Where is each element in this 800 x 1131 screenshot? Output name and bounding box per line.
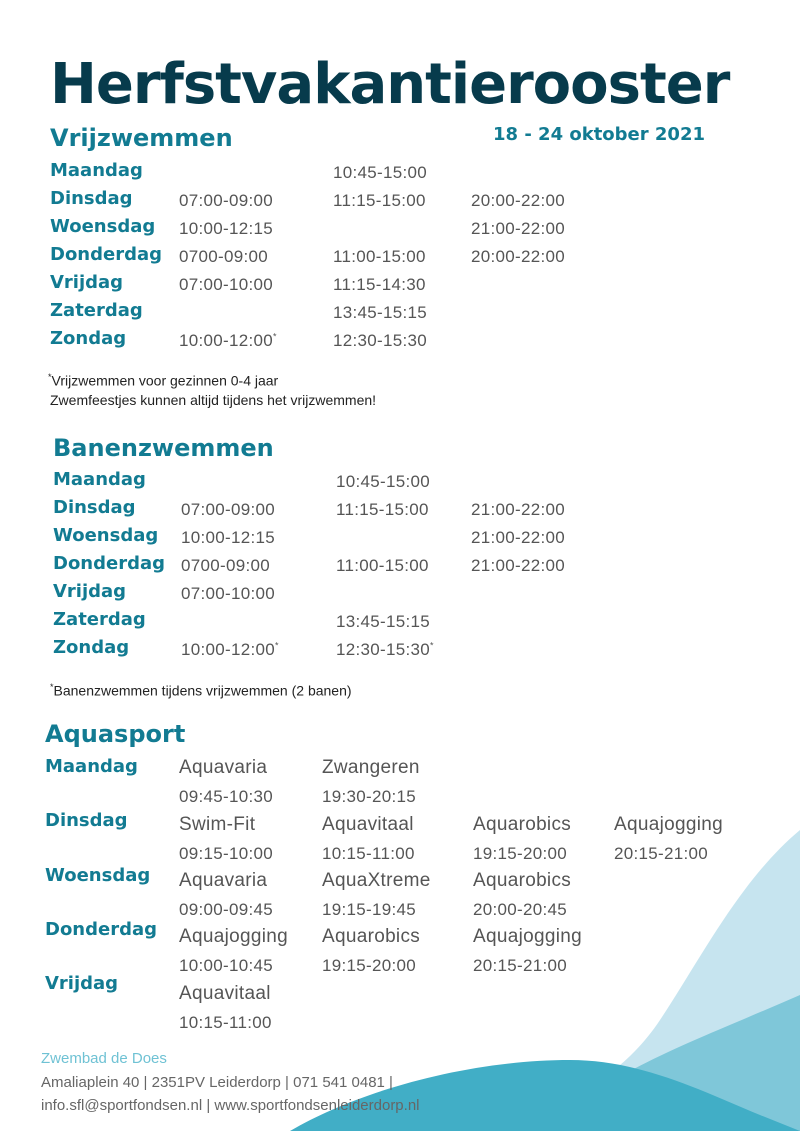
time-slot: 11:15-15:00 [336, 500, 429, 519]
class-time: 09:00-09:45 [179, 900, 274, 919]
time-asterisk: * [275, 640, 279, 651]
day-label: Donderdag [50, 244, 163, 265]
day-label: Maandag [50, 160, 143, 181]
day-label: Vrijdag [50, 272, 124, 293]
vrijzwemmen-note-1 [48, 372, 278, 389]
time-slot: 10:45-15:00 [336, 472, 431, 491]
class-name: Swim-Fit [179, 814, 256, 835]
banenzwemmen-heading: Banenzwemmen [53, 434, 274, 462]
footer-name: Zwembad de Does [41, 1050, 167, 1067]
aquasport-heading: Aquasport [45, 720, 186, 748]
time-slot: 20:00-22:00 [471, 247, 566, 266]
time-slot: 11:15-15:00 [333, 191, 426, 210]
class-name: Aquavitaal [179, 983, 271, 1004]
time-slot: 10:00-12:15 [181, 528, 276, 547]
class-time: 19:15-19:45 [322, 900, 417, 919]
class-time: 20:15-21:00 [473, 956, 568, 975]
time-slot: 21:00-22:00 [471, 556, 566, 575]
note-asterisk: * [48, 372, 52, 382]
class-name: Aquarobics [473, 870, 572, 891]
time-slot: 21:00-22:00 [471, 219, 566, 238]
time-slot: 20:00-22:00 [471, 191, 566, 210]
date-range: 18 - 24 oktober 2021 [493, 124, 706, 145]
day-label: Maandag [53, 469, 146, 490]
time-slot: 12:30-15:30 [333, 331, 428, 350]
day-label: Woensdag [50, 216, 156, 237]
time-slot: 07:00-09:00 [179, 191, 274, 210]
time-text: 12:30-15:30 [336, 640, 431, 659]
time-slot: 10:45-15:00 [333, 163, 428, 182]
time-asterisk: * [430, 640, 434, 651]
day-label: Maandag [45, 756, 138, 777]
class-time: 10:15-11:00 [322, 844, 415, 863]
class-time: 19:15-20:00 [473, 844, 568, 863]
class-name: Aquavaria [179, 757, 268, 778]
footer-address: Amaliaplein 40 | 2351PV Leiderdorp | 071 541 0481 | [41, 1074, 393, 1091]
time-slot: 07:00-10:00 [179, 275, 274, 294]
day-label: Woensdag [45, 865, 151, 886]
note-asterisk: * [50, 682, 54, 692]
time-slot: 07:00-09:00 [181, 500, 276, 519]
time-slot: 13:45-15:15 [333, 303, 428, 322]
class-name: Aquavitaal [322, 814, 414, 835]
class-time: 09:15-10:00 [179, 844, 274, 863]
time-slot [179, 331, 277, 351]
class-time: 09:45-10:30 [179, 787, 274, 806]
class-name: Aquavaria [179, 870, 268, 891]
day-label: Dinsdag [45, 810, 128, 831]
day-label: Vrijdag [45, 973, 119, 994]
vrijzwemmen-heading: Vrijzwemmen [50, 124, 233, 152]
time-asterisk: * [273, 331, 277, 342]
note-1-text: Vrijzwemmen voor gezinnen 0-4 jaar [51, 372, 279, 389]
class-time: 20:15-21:00 [614, 844, 709, 863]
class-name: Aquarobics [322, 926, 421, 947]
day-label: Dinsdag [53, 497, 136, 518]
class-time: 20:00-20:45 [473, 900, 568, 919]
class-name: Aquajogging [473, 926, 582, 947]
time-text: 10:00-12:00 [181, 640, 276, 659]
banenzwemmen-note-1 [50, 682, 352, 699]
class-time: 19:30-20:15 [322, 787, 417, 806]
time-slot [336, 640, 434, 660]
time-slot: 21:00-22:00 [471, 528, 566, 547]
time-slot: 13:45-15:15 [336, 612, 431, 631]
class-time: 10:00-10:45 [179, 956, 274, 975]
time-slot: 0700-09:00 [181, 556, 271, 575]
time-slot [181, 640, 279, 660]
footer-contact: info.sfl@sportfondsen.nl | www.sportfondsenleiderdorp.nl [41, 1097, 420, 1114]
day-label: Donderdag [45, 919, 158, 940]
class-time: 10:15-11:00 [179, 1013, 272, 1032]
vrijzwemmen-note-2: Zwemfeestjes kunnen altijd tijdens het vrijzwemmen! [50, 392, 377, 408]
day-label: Zaterdag [50, 300, 143, 321]
day-label: Vrijdag [53, 581, 127, 602]
time-slot: 0700-09:00 [179, 247, 269, 266]
time-slot: 07:00-10:00 [181, 584, 276, 603]
class-time: 19:15-20:00 [322, 956, 417, 975]
day-label: Zondag [50, 328, 127, 349]
class-name: Zwangeren [322, 757, 420, 778]
time-text: 10:00-12:00 [179, 331, 274, 350]
class-name: Aquajogging [614, 814, 723, 835]
page-title: Herfstvakantierooster [50, 52, 730, 117]
time-slot: 11:00-15:00 [336, 556, 429, 575]
time-slot: 11:00-15:00 [333, 247, 426, 266]
class-name: Aquarobics [473, 814, 572, 835]
time-slot: 10:00-12:15 [179, 219, 274, 238]
day-label: Zaterdag [53, 609, 146, 630]
class-name: Aquajogging [179, 926, 288, 947]
day-label: Dinsdag [50, 188, 133, 209]
time-slot: 21:00-22:00 [471, 500, 566, 519]
day-label: Zondag [53, 637, 130, 658]
day-label: Donderdag [53, 553, 166, 574]
banen-note-text: Banenzwemmen tijdens vrijzwemmen (2 banen) [53, 682, 352, 699]
time-slot: 11:15-14:30 [333, 275, 426, 294]
day-label: Woensdag [53, 525, 159, 546]
class-name: AquaXtreme [322, 870, 431, 891]
